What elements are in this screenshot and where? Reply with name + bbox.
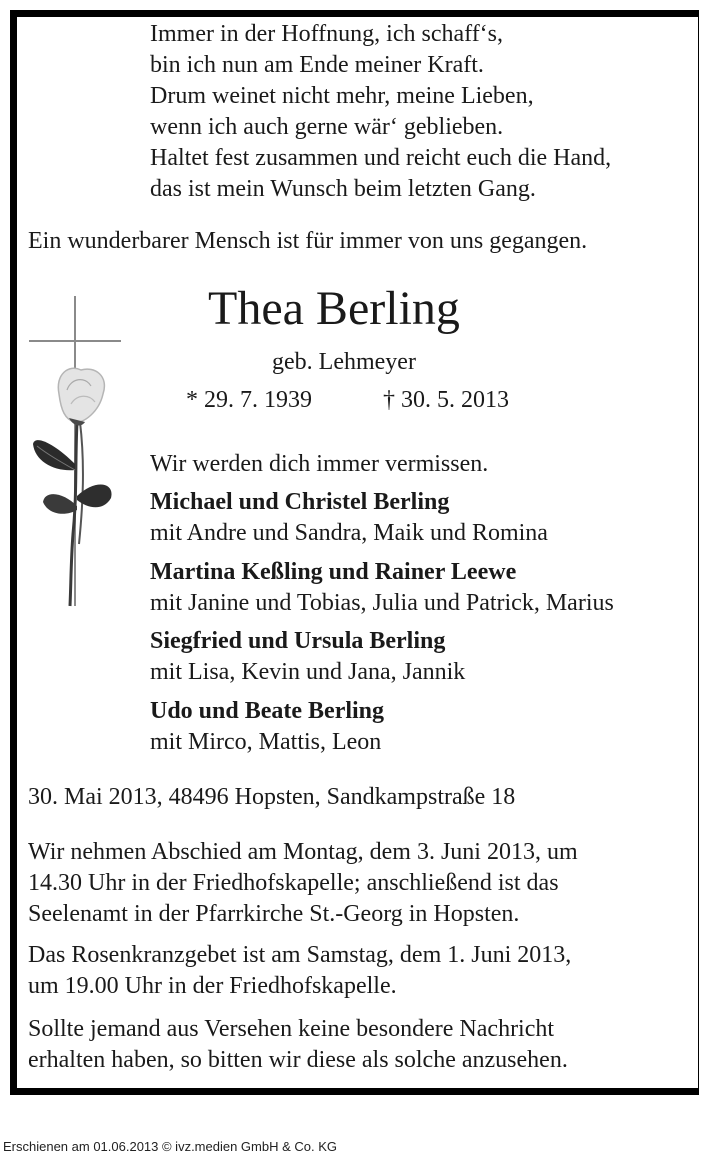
farewell-line: Wir nehmen Abschied am Montag, dem 3. Juni 2013, um — [28, 839, 578, 865]
rosary-line: Das Rosenkranzgebet ist am Samstag, dem 1. Juni 2013, — [28, 942, 572, 968]
farewell-paragraph — [28, 837, 578, 930]
birth-date: * 29. 7. 1939 — [186, 387, 312, 413]
family-members: mit Andre und Sandra, Maik und Romina — [150, 520, 548, 546]
cross-with-rose-icon — [25, 294, 145, 614]
poem-line: Immer in der Hoffnung, ich schaff‘s, — [150, 21, 504, 47]
notice-line: erhalten haben, so bitten wir diese als solche anzusehen. — [28, 1047, 568, 1073]
poem-line: das ist mein Wunsch beim letzten Gang. — [150, 176, 536, 202]
family-names: Udo und Beate Berling — [150, 698, 385, 724]
family-members: mit Lisa, Kevin und Jana, Jannik — [150, 659, 466, 685]
farewell-line: Seelenamt in der Pfarrkirche St.-Georg in Hopsten. — [28, 901, 520, 927]
family-members: mit Mirco, Mattis, Leon — [150, 729, 382, 755]
mourning-line: Wir werden dich immer vermissen. — [150, 451, 489, 477]
family-names: Michael und Christel Berling — [150, 489, 450, 515]
deceased-name: Thea Berling — [208, 282, 460, 335]
notice-line: Sollte jemand aus Versehen keine besondere Nachricht — [28, 1016, 555, 1042]
notice-paragraph — [28, 1014, 568, 1076]
maiden-name: geb. Lehmeyer — [272, 349, 416, 375]
intro-line: Ein wunderbarer Mensch ist für immer von uns gegangen. — [28, 228, 588, 254]
rosary-paragraph — [28, 940, 571, 1002]
poem-line: Drum weinet nicht mehr, meine Lieben, — [150, 83, 534, 109]
poem-line: bin ich nun am Ende meiner Kraft. — [150, 52, 484, 78]
farewell-line: 14.30 Uhr in der Friedhofskapelle; anschließend ist das — [28, 870, 559, 896]
poem-line: wenn ich auch gerne wär‘ geblieben. — [150, 114, 504, 140]
family-names: Siegfried und Ursula Berling — [150, 628, 446, 654]
poem-line: Haltet fest zusammen und reicht euch die Hand, — [150, 145, 612, 171]
publication-footer: Erschienen am 01.06.2013 © ivz.medien GmbH & Co. KG — [3, 1139, 338, 1154]
family-names: Martina Keßling und Rainer Leewe — [150, 559, 517, 585]
family-members: mit Janine und Tobias, Julia und Patrick, Marius — [150, 590, 614, 616]
obituary-card — [17, 17, 698, 1088]
place-and-date: 30. Mai 2013, 48496 Hopsten, Sandkampstraße 18 — [28, 784, 516, 810]
poem — [150, 19, 611, 205]
death-date: † 30. 5. 2013 — [383, 387, 509, 413]
rosary-line: um 19.00 Uhr in der Friedhofskapelle. — [28, 973, 397, 999]
